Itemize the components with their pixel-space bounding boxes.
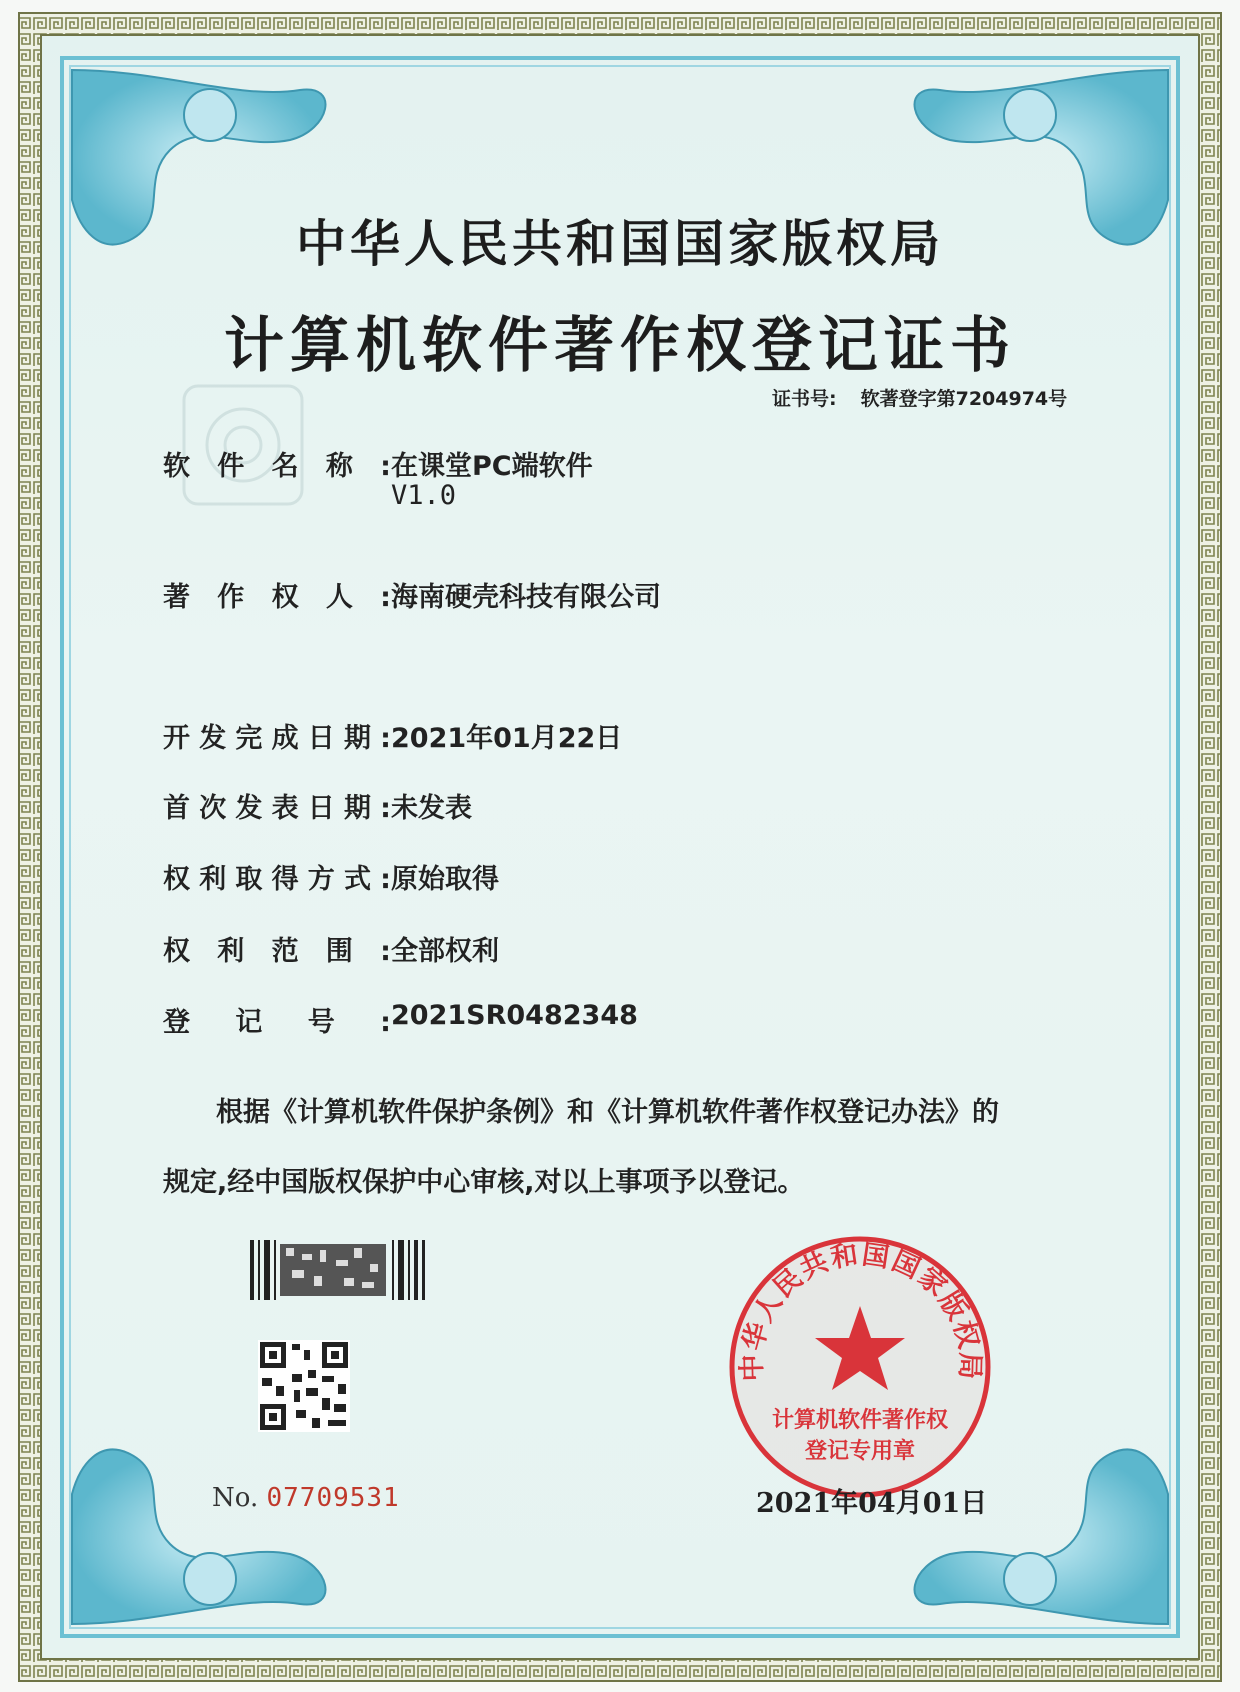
scope-row (163, 929, 499, 968)
serial-number-label: No. (212, 1483, 259, 1513)
statement-line-1: 根据《计算机软件保护条例》和《计算机软件著作权登记办法》的 (216, 1097, 999, 1128)
official-seal (725, 1232, 995, 1502)
publish-date-value: 未发表 (391, 793, 472, 824)
acquire-label: 权利取得方式: (163, 864, 391, 895)
software-name-label: 软件名称: (163, 451, 391, 482)
software-name-row (163, 444, 593, 511)
reg-no-row (163, 1000, 638, 1039)
certificate-number-value: 软著登字第7204974号 (860, 388, 1068, 410)
serial-number (212, 1483, 400, 1513)
seal-line-2: 登记专用章 (804, 1439, 916, 1464)
publish-date-row (163, 786, 472, 825)
software-name-value: 在课堂PC端软件 (391, 451, 593, 482)
dev-date-label: 开发完成日期: (163, 723, 391, 754)
seal-line-1: 计算机软件著作权 (771, 1408, 949, 1433)
owner-row (163, 575, 661, 614)
software-version: V1.0 (391, 480, 457, 511)
certificate-title: 计算机软件著作权登记证书 (224, 311, 1016, 381)
statement-line-2: 规定,经中国版权保护中心审核,对以上事项予以登记。 (163, 1167, 805, 1198)
certificate-number-label: 证书号: (772, 388, 837, 410)
barcode-image (250, 1240, 430, 1300)
publish-date-label: 首次发表日期: (163, 793, 391, 824)
acquire-row (163, 857, 499, 896)
qr-code-image (258, 1340, 350, 1432)
issue-date: 2021年04月01日 (756, 1488, 988, 1519)
dev-date-value: 2021年01月22日 (391, 723, 623, 754)
corner-ornament-bl (72, 1450, 325, 1624)
owner-value: 海南硬壳科技有限公司 (391, 582, 661, 613)
seal-arc-text: 中华人民共和国国家版权局 (736, 1239, 986, 1382)
scope-value: 全部权利 (391, 936, 499, 967)
owner-label: 著作权人: (163, 582, 391, 613)
certificate-number (772, 384, 1067, 411)
scope-label: 权利范围: (163, 936, 391, 967)
serial-number-value: 07709531 (266, 1483, 400, 1513)
issuing-organization: 中华人民共和国国家版权局 (296, 215, 944, 273)
acquire-value: 原始取得 (391, 864, 499, 895)
reg-no-value: 2021SR0482348 (391, 1000, 638, 1031)
reg-no-label: 登记号: (163, 1007, 391, 1038)
dev-date-row (163, 716, 623, 755)
